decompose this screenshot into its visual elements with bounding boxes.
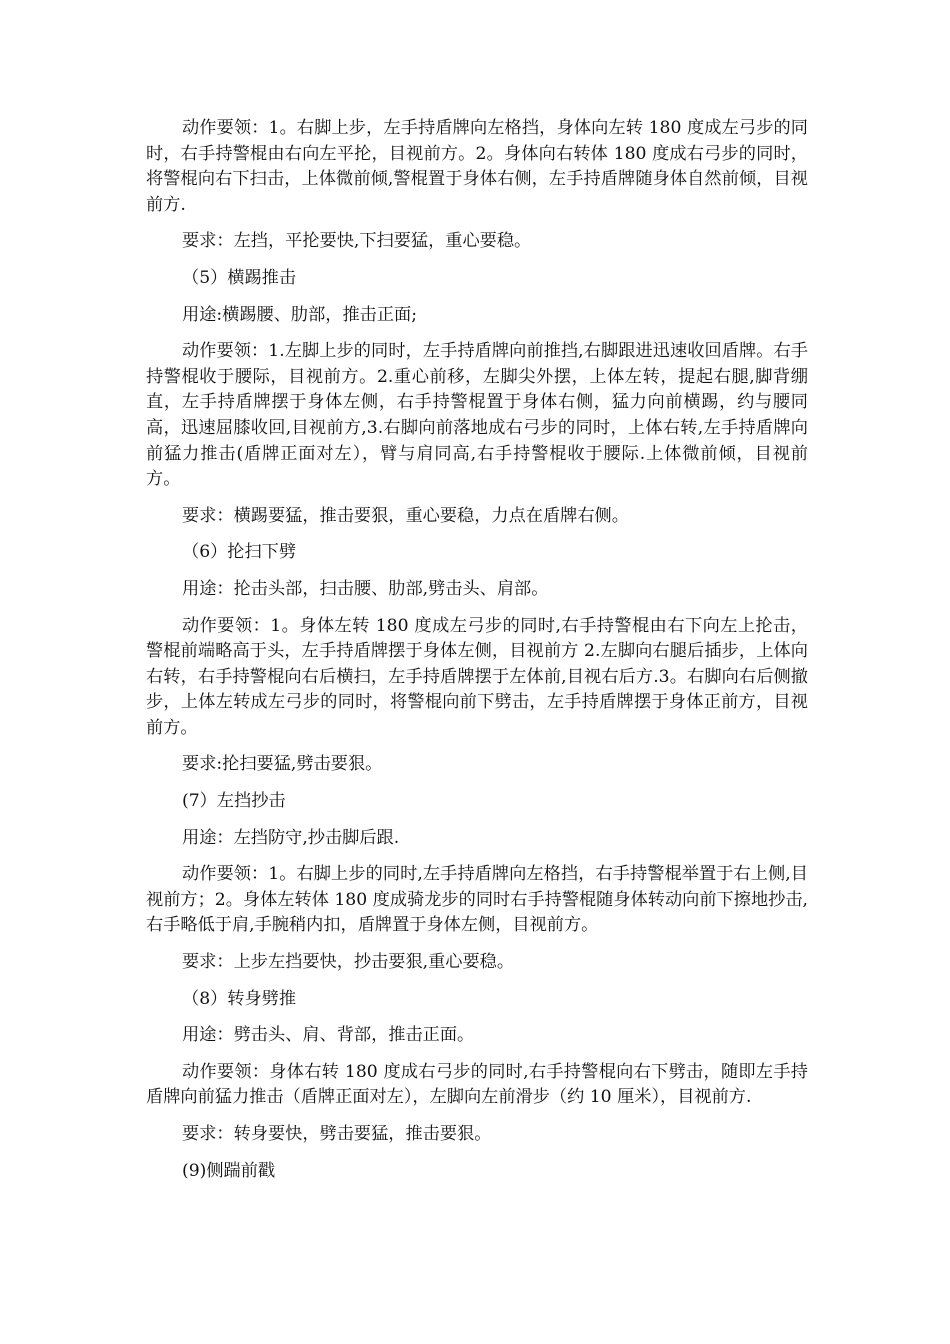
paragraph-requirement-4: 要求：左挡，平抡要快,下扫要猛，重心要稳。	[182, 231, 532, 252]
paragraph-usage-8: 用途：劈击头、肩、背部，推击正面。	[182, 1025, 475, 1046]
paragraph-requirement-8: 要求：转身要快，劈击要猛，推击要狠。	[182, 1124, 492, 1144]
paragraph-action-5: 动作要领：1.左脚上步的同时，左手持盾牌向前推挡,右脚跟进迅速收回盾牌。右手持警棍收于腰际，目视前方。2.重心前移，左脚尖外摆，上体左转，提起右腿,脚背绷直，左手持盾牌摆于身体左侧，右手持警棍置于身体右侧，猛力向前横踢，约与腰同高，迅速屈膝收回,目视前方,3.右脚向前落地成右弓步的同时，上体右转,左手持盾牌向前猛力推击(盾牌正面对左），臂与肩同高,右手持警棍收于腰际.上体微前倾，目视前方。	[146, 341, 808, 490]
section-heading-5: （5）横踢推击	[182, 267, 297, 288]
paragraph-usage-5: 用途:横踢腰、肋部，推击正面;	[182, 304, 418, 325]
paragraph-requirement-6: 要求:抡扫要猛,劈击要狠。	[182, 754, 383, 775]
paragraph-requirement-5: 要求：横踢要猛，推击要狠，重心要稳，力点在盾牌右侧。	[182, 505, 629, 526]
paragraph-usage-7: 用途：左挡防守,抄击脚后跟.	[182, 827, 400, 848]
section-heading-9: (9)侧踹前戳	[182, 1160, 276, 1181]
section-heading-7: (7）左挡抄击	[182, 791, 286, 812]
paragraph-requirement-7: 要求：上步左挡要快，抄击要狠,重心要稳。	[182, 952, 515, 973]
section-heading-8: （8）转身劈推	[182, 988, 297, 1009]
paragraph-action-7: 动作要领：1。右脚上步的同时,左手持盾牌向左格挡，右手持警棍举置于右上侧,目视前方；2。身体左转体 180 度成骑龙步的同时右手持警棍随身体转动向前下擦地抄击,右手略低于肩,手腕稍内扣，盾牌置于身体左侧，目视前方。	[146, 864, 808, 936]
paragraph-action-6: 动作要领：1。身体左转 180 度成左弓步的同时,右手持警棍由右下向左上抡击，警棍前端略高于头，左手持盾牌摆于身体左侧，目视前方 2.左脚向右腿后插步，上体向右转，右手持警棍向右后横扫，左手持盾牌摆于左体前,目视右后方.3。右脚向右后侧撤步，上体左转成左弓步的同时，将警棍向前下劈击，左手持盾牌摆于身体正前方，目视前方。	[146, 615, 808, 738]
section-heading-6: （6）抡扫下劈	[182, 542, 297, 563]
paragraph-action-4: 动作要领：1。右脚上步，左手持盾牌向左格挡，身体向左转 180 度成左弓步的同时，右手持警棍由右向左平抡，目视前方。2。身体向右转体 180 度成右弓步的同时，将警棍向右下扫击，上体微前倾,警棍置于身体右侧，左手持盾牌随身体自然前倾，目视前方.	[146, 118, 808, 215]
paragraph-usage-6: 用途：抡击头部，扫击腰、肋部,劈击头、肩部。	[182, 578, 549, 599]
paragraph-action-8: 动作要领：身体右转 180 度成右弓步的同时,右手持警棍向右下劈击，随即左手持盾牌向前猛力推击（盾牌正面对左），左脚向左前滑步（约 10 厘米），目视前方.	[146, 1061, 808, 1108]
document-page	[146, 116, 808, 1184]
